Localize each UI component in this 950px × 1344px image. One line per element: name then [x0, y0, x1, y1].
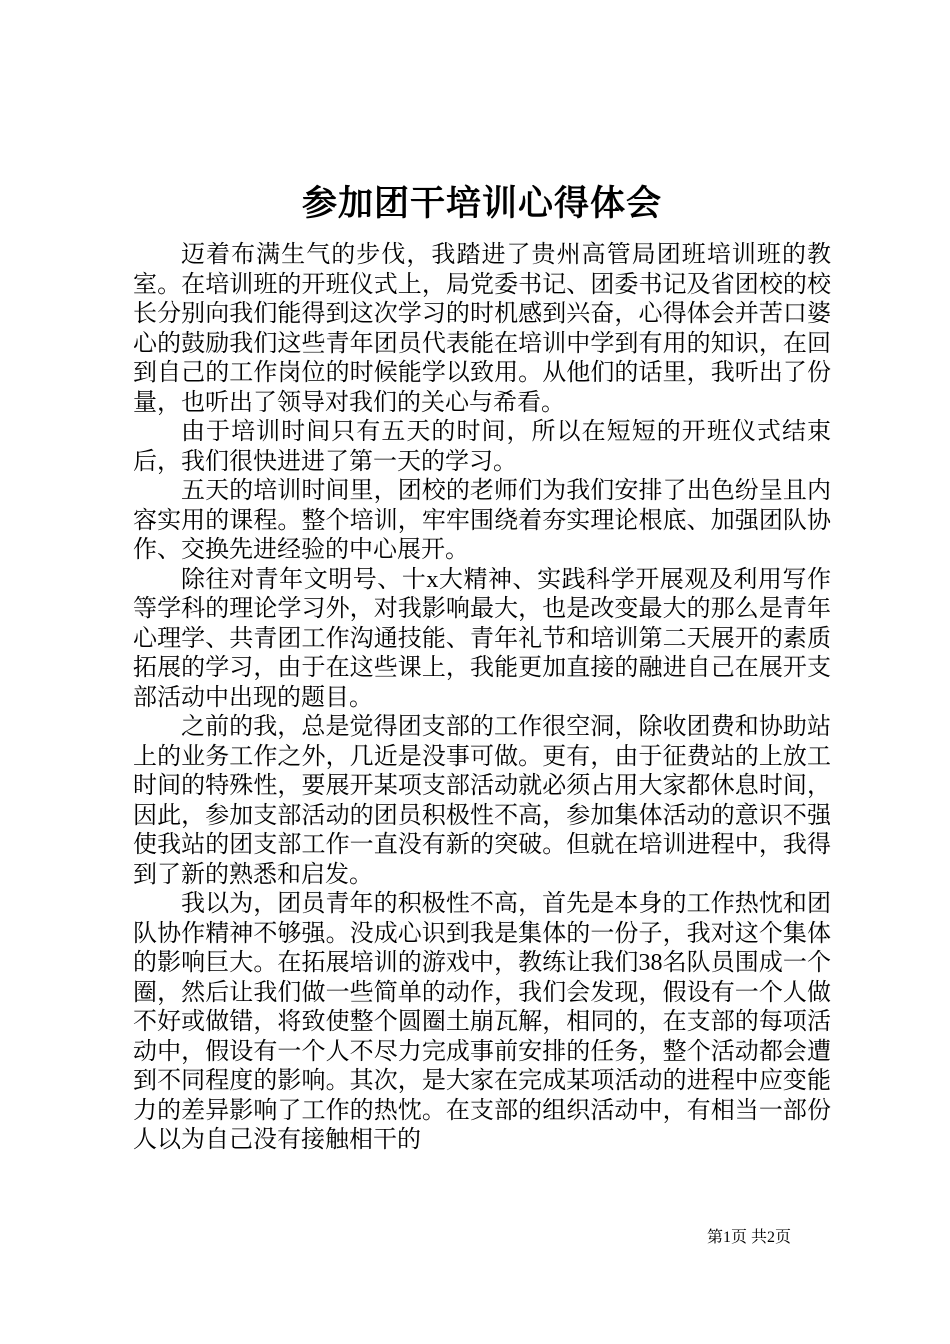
paragraph: 我以为，团员青年的积极性不高，首先是本身的工作热忱和团队协作精神不够强。没成心识到我是集体的一份子，我对这个集体的影响巨大。在拓展培训的游戏中，教练让我们38名队员围成一个圈，然后让我们做一些简单的动作，我们会发现，假设有一个人做不好或做错，将致使整个圆圈土崩瓦解，相同的，在支部的每项活动中，假设有一个人不尽力完成事前安排的任务，整个活动都会遭到不同程度的影响。其次，是大家在完成某项活动的进程中应变能力的差异影响了工作的热忱。在支部的组织活动中，有相当一部份人以为自己没有接触相干的	[133, 891, 831, 1153]
paragraph: 之前的我，总是觉得团支部的工作很空洞，除收团费和协助站上的业务工作之外，几近是没事可做。更有，由于征费站的上放工时间的特殊性，要展开某项支部活动就必须占用大家都休息时间，因此，参加支部活动的团员积极性不高，参加集体活动的意识不强使我站的团支部工作一直没有新的突破。但就在培训进程中，我得到了新的熟悉和启发。	[133, 714, 831, 888]
paragraph: 除往对青年文明号、十x大精神、实践科学开展观及利用写作等学科的理论学习外，对我影响最大，也是改变最大的那么是青年心理学、共青团工作沟通技能、青年礼节和培训第二天展开的素质拓展的学习，由于在这些课上，我能更加直接的融进自己在展开支部活动中出现的题目。	[133, 566, 831, 711]
page-footer	[133, 1228, 831, 1248]
paragraph: 迈着布满生气的步伐，我踏进了贵州高管局团班培训班的教室。在培训班的开班仪式上，局党委书记、团委书记及省团校的校长分别向我们能得到这次学习的时机感到兴奋，心得体会并苦口婆心的鼓励我们这些青年团员代表能在培训中学到有用的知识，在回到自己的工作岗位的时候能学以致用。从他们的话里，我听出了份量，也听出了领导对我们的关心与希看。	[133, 242, 831, 416]
page-title: 参加团干培训心得体会	[301, 184, 662, 223]
paragraph: 五天的培训时间里，团校的老师们为我们安排了出色纷呈且内容实用的课程。整个培训，牢牢围绕着夯实理论根底、加强团队协作、交换先进经验的中心展开。	[133, 478, 831, 563]
document-content	[133, 183, 831, 1156]
paragraph: 由于培训时间只有五天的时间，所以在短短的开班仪式结束后，我们很快进进了第一天的学习。	[133, 419, 831, 475]
page-number: 第1页 共2页	[706, 1229, 791, 1246]
